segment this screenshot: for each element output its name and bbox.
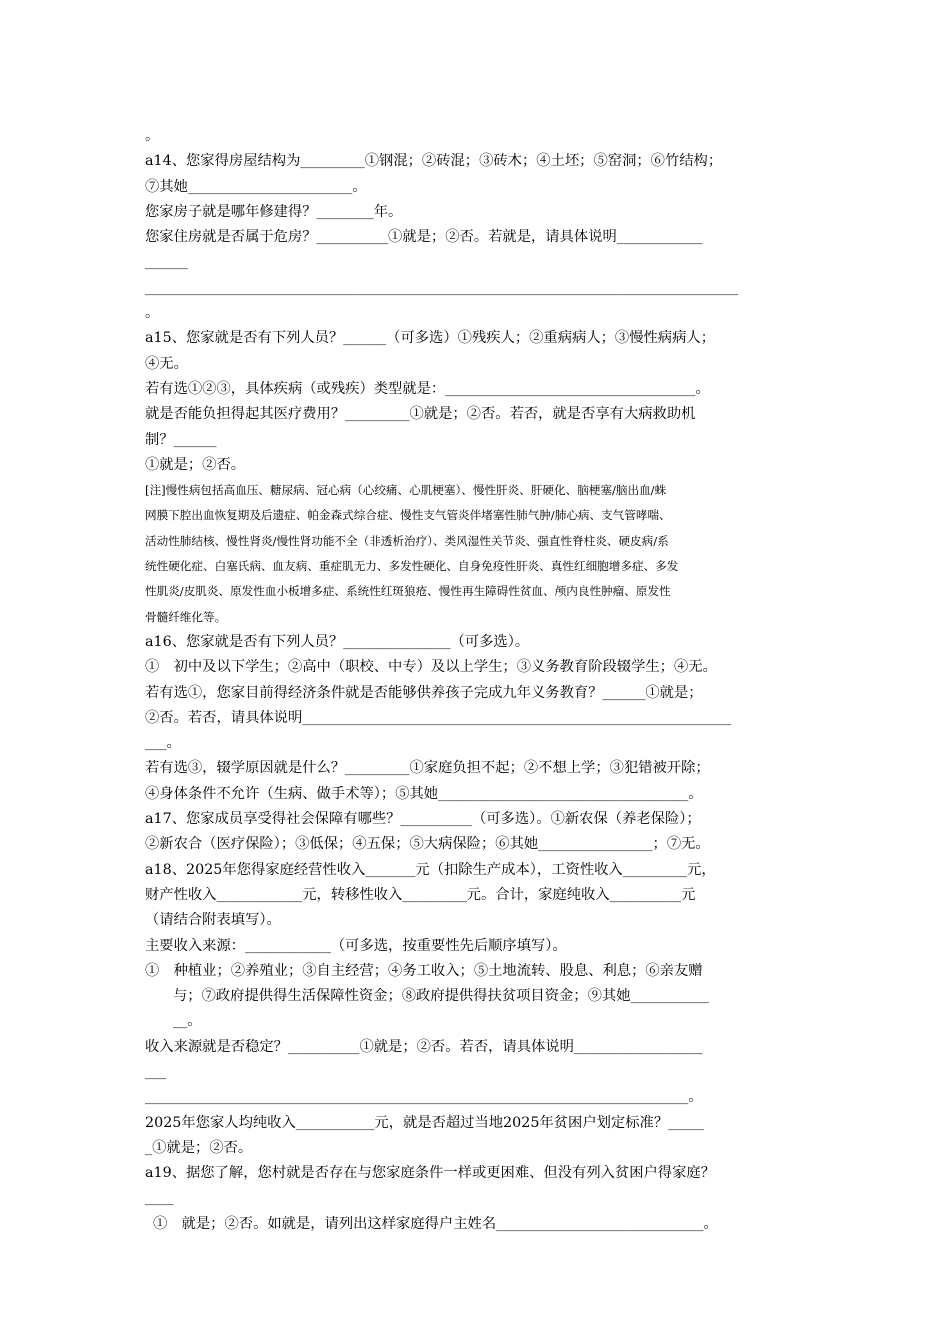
note-line: 性肌炎/皮肌炎、原发性血小板增多症、系统性红斑狼疮、慢性再生障碍性贫血、颅内良性肿瘤、原发性: [145, 584, 671, 599]
text-line: 。: [145, 305, 160, 322]
text-line: __。: [173, 1013, 202, 1030]
text-line: _①就是；②否。: [145, 1139, 253, 1156]
text-line: 财产性收入____________元，转移性收入_________元。合计，家庭纯收入__________元: [145, 886, 696, 903]
text-line: 。: [145, 128, 160, 144]
note-line: 骨髓纤维化等。: [145, 609, 227, 624]
question-a14: a14、您家得房屋结构为_________①钢混；②砖混；③砖木；④土坯；⑤窑洞；⑥竹结构；: [145, 153, 723, 170]
text-line: 2025年您家人均纯收入___________元，就是否超过当地2025年贫困户划定标准？_____: [145, 1114, 704, 1131]
note-line: 统性硬化症、白塞氏病、血友病、重症肌无力、多发性硬化、自身免疫性肝炎、真性红细胞增多症、多发: [145, 559, 679, 574]
text-line: 与；⑦政府提供得生活保障性资金；⑧政府提供得扶贫项目资金；⑨其她___________: [173, 988, 710, 1005]
text-line: 收入来源就是否稳定？__________①就是；②否。若否，请具体说明__________________: [145, 1038, 703, 1055]
question-a18: a18、2025年您得家庭经营性收入_______元（扣除生产成本），工资性收入_________元，: [145, 861, 716, 878]
text-line: 您家住房就是否属于危房？__________①就是；②否。若就是，请具体说明____________: [145, 229, 703, 246]
text-line: 主要收入来源：____________（可多选，按重要性先后顺序填写）。: [145, 937, 567, 954]
text-line: ___: [145, 1063, 167, 1080]
text-line: ① 就是；②否。如就是，请列出这样家庭得户主姓名_____________________________。: [153, 1215, 718, 1232]
text-line: ②新农合（医疗保险）；③低保；④五保；⑤大病保险；⑥其她________________；⑦无。: [145, 836, 710, 853]
text-line: 您家房子就是哪年修建得？________年。: [145, 203, 403, 220]
text-line: （请结合附表填写）。: [145, 912, 281, 929]
question-a15: a15、您家就是否有下列人员？______（可多选）①残疾人；②重病病人；③慢性病病人；: [145, 330, 715, 347]
text-line: 若有选③，辍学原因就是什么？_________①家庭负担不起；②不想上学；③犯错被开除；: [145, 760, 710, 777]
text-line: 就是否能负担得起其医疗费用？_________①就是；②否。若否，就是否享有大病救助机: [145, 406, 696, 423]
text-line: ⑦其她_______________________。: [145, 178, 367, 195]
text-line: ____________________________________________________________________________。: [145, 1089, 703, 1106]
document-body: [145, 124, 810, 1237]
text-line: 若有选①②③，具体疾病（或残疾）类型就是：___________________________________。: [145, 380, 710, 397]
text-line: ④无。: [145, 355, 188, 372]
text-line: ④身体条件不允许（生病、做手术等）；⑤其她___________________________________。: [145, 785, 703, 802]
question-a19: a19、据您了解，您村就是否存在与您家庭条件一样或更困难、但没有列入贫困户得家庭？: [145, 1165, 715, 1182]
text-line: ①就是；②否。: [145, 456, 246, 473]
text-line: ① 种植业；②养殖业；③自主经营；④务工收入；⑤土地流转、股息、利息；⑥亲友赠: [145, 962, 703, 979]
question-a16: a16、您家就是否有下列人员？_______________（可多选）。: [145, 633, 530, 650]
text-line: ① 初中及以下学生；②高中（职校、中专）及以上学生；③义务教育阶段辍学生；④无。: [145, 659, 717, 676]
text-line: 若有选①，您家目前得经济条件就是否能够供养孩子完成九年义务教育？______①就是；: [145, 684, 703, 701]
question-a17: a17、您家成员享受得社会保障有哪些？__________（可多选）。①新农保（养老保险）；: [145, 811, 701, 828]
text-line: ____: [145, 1190, 174, 1207]
note-line: [注]慢性病包括高血压、糖尿病、冠心病（心绞痛、心肌梗塞）、慢性肝炎、肝硬化、脑梗塞/脑出血/蛛: [145, 483, 667, 498]
text-line: ___________________________________________________________________________________: [145, 279, 739, 296]
note-line: 网膜下腔出血恢复期及后遗症、帕金森式综合症、慢性支气管炎伴堵塞性肺气肿/肺心病、支气管哮喘、: [145, 508, 671, 523]
text-line: ______: [145, 254, 188, 271]
text-line: 制？______: [145, 431, 217, 448]
text-line: ___。: [145, 735, 181, 752]
note-line: 活动性肺结核、慢性肾炎/慢性肾功能不全（非透析治疗）、类风湿性关节炎、强直性脊柱炎、硬皮病/系: [145, 533, 669, 548]
text-line: ②否。若否，请具体说明____________________________________________________________: [145, 709, 732, 726]
